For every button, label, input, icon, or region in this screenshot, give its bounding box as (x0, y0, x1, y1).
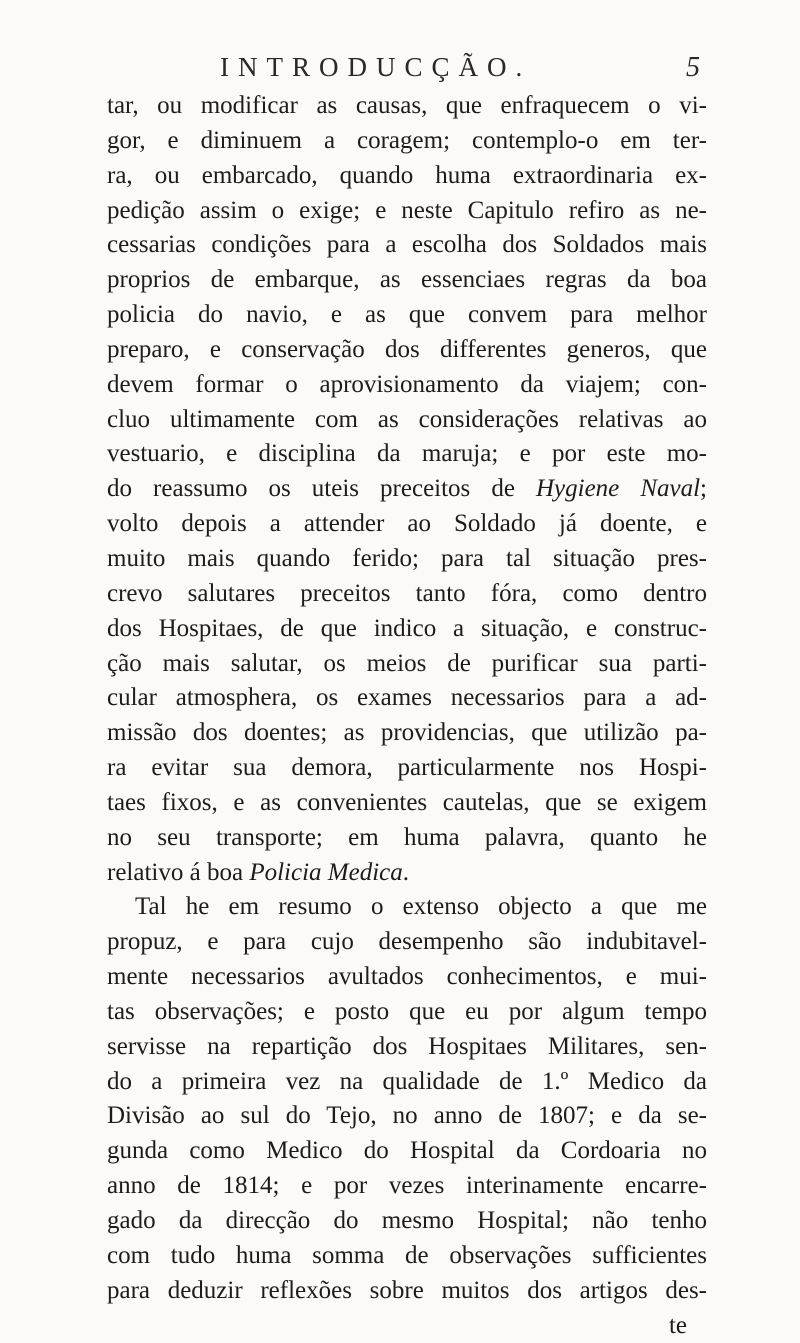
text-line: cular atmosphera, os exames necessarios para a ad- (107, 684, 707, 712)
text-line: ra evitar sua demora, particularmente nos Hospi- (107, 754, 707, 782)
text-line: policia do navio, e as que convem para melhor (107, 301, 707, 329)
text-line: devem formar o aprovisionamento da viajem; con- (107, 370, 707, 398)
text-line: no seu transporte; em huma palavra, quanto he (107, 823, 707, 851)
text-line: taes fixos, e as convenientes cautelas, que se exigem (107, 788, 707, 816)
text-line: pedição assim o exige; e neste Capitulo refiro as ne- (107, 196, 707, 224)
text-line: Divisão ao sul do Tejo, no anno de 1807; e da se- (107, 1102, 707, 1130)
text-line: para deduzir reflexões sobre muitos dos artigos des- (107, 1276, 707, 1304)
text-line-italic-term: relativo á boa Policia Medica. (107, 858, 409, 886)
body-text (107, 89, 707, 1343)
text-line: servisse na repartição dos Hospitaes Militares, sen- (107, 1032, 707, 1060)
text-line: gor, e diminuem a coragem; contemplo-o em ter- (107, 126, 707, 154)
text-line: ção mais salutar, os meios de purificar sua parti- (107, 649, 707, 677)
text-line: tas observações; e posto que eu por algum tempo (107, 997, 707, 1025)
text-line: vestuario, e disciplina da maruja; e por este mo- (107, 440, 707, 468)
catchword: te (668, 1311, 687, 1339)
page-number: 5 (686, 52, 700, 83)
text-line: cluo ultimamente com as considerações relativas ao (107, 405, 707, 433)
text-line: gunda como Medico do Hospital da Cordoaria no (107, 1137, 707, 1165)
text-line: muito mais quando ferido; para tal situação pres- (107, 544, 707, 572)
text-line: cessarias condições para a escolha dos Soldados mais (107, 231, 707, 259)
running-head: INTRODUCÇÃO. (220, 52, 532, 82)
text-line-italic-term: do reassumo os uteis preceitos de Hygiene Naval; (107, 475, 707, 503)
paragraph-start-line: Tal he em resumo o extenso objecto a que me (135, 893, 707, 921)
text-line: do a primeira vez na qualidade de 1.º Medico da (107, 1067, 707, 1095)
text-line: volto depois a attender ao Soldado já doente, e (107, 510, 707, 538)
text-line: crevo salutares preceitos tanto fóra, como dentro (107, 579, 707, 607)
page-header (220, 52, 700, 92)
text-line: tar, ou modificar as causas, que enfraquecem o vi- (107, 92, 707, 119)
text-line: proprios de embarque, as essenciaes regras da boa (107, 266, 707, 294)
text-line: ra, ou embarcado, quando huma extraordinaria ex- (107, 161, 707, 189)
text-line: dos Hospitaes, de que indico a situação, e construc- (107, 614, 707, 642)
text-line: missão dos doentes; as providencias, que utilizão pa- (107, 719, 707, 747)
italic-term: Hygiene Naval (535, 475, 701, 503)
text-line: mente necessarios avultados conhecimentos, e mui- (107, 963, 707, 991)
text-line: anno de 1814; e por vezes interinamente encarre- (107, 1172, 707, 1200)
italic-term: Policia Medica (249, 858, 403, 886)
text-line: com tudo huma somma de observações sufficientes (107, 1241, 707, 1269)
text-line: gado da direcção do mesmo Hospital; não tenho (107, 1207, 707, 1234)
text-line: propuz, e para cujo desempenho são indubitavel- (107, 928, 707, 956)
text-line: preparo, e conservação dos differentes generos, que (107, 335, 707, 363)
